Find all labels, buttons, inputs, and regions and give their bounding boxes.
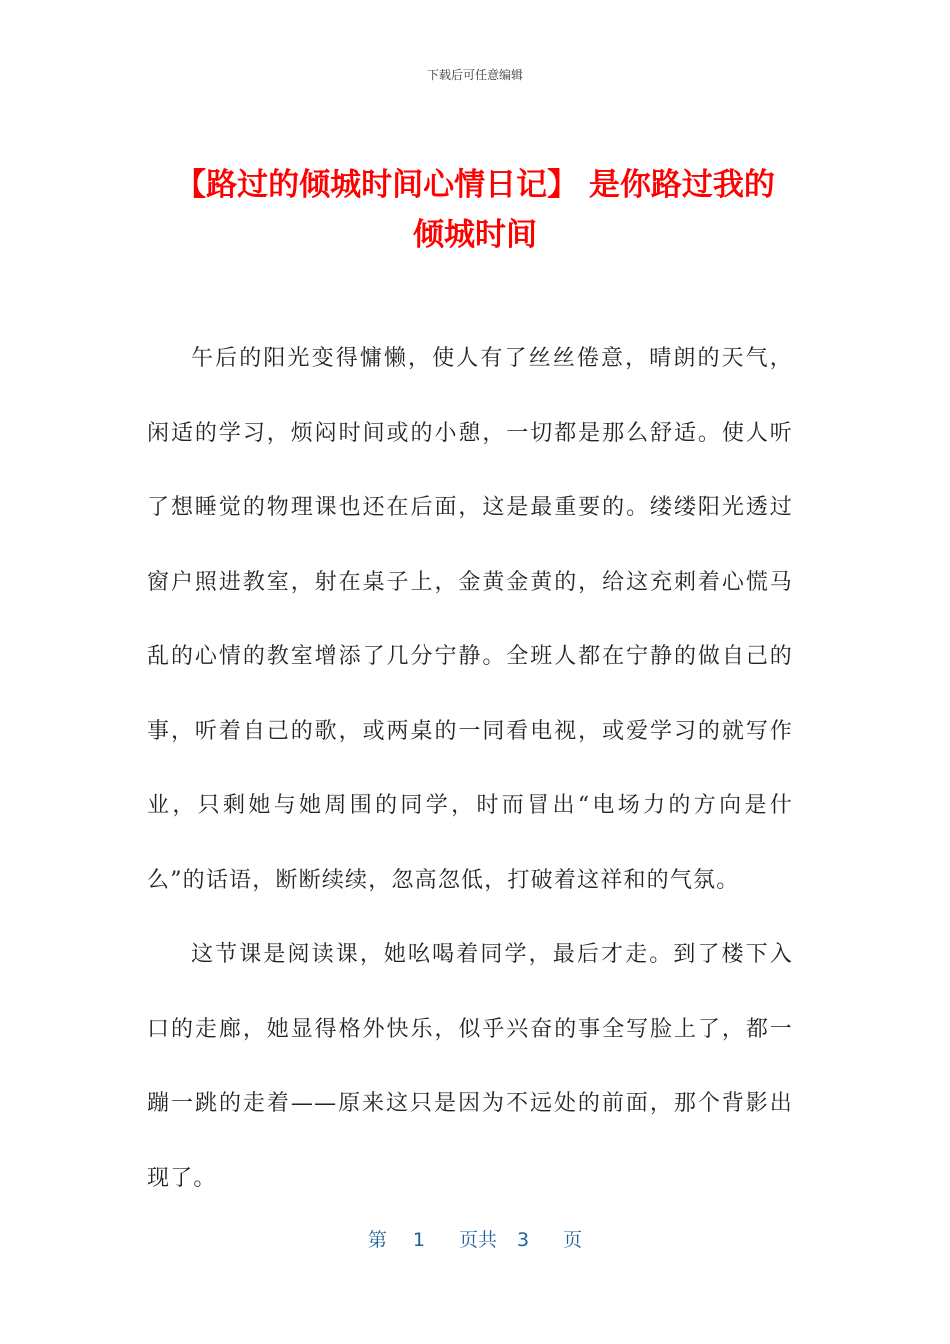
total-pages-number: 3: [517, 1229, 530, 1251]
paragraph-1: 午后的阳光变得慵懒，使人有了丝丝倦意，晴朗的天气，闲适的学习，烦闷时间或的小憩，一切都是那么舒适。使人听了想睡觉的物理课也还在后面，这是最重要的。缕缕阳光透过窗户照进教室，射在桌子上，金黄金黄的，给这充刺着心慌马乱的心情的教室增添了几分宁静。全班人都在宁静的做自己的事，听着自己的歌，或两桌的一同看电视，或爱学习的就写作业，只剩她与她周围的同学，时而冒出“电场力的方向是什么”的话语，断断续续，忽高忽低，打破着这祥和的气氛。: [147, 346, 793, 893]
paragraph-2: 这节课是阅读课，她吆喝着同学，最后才走。到了楼下入口的走廊，她显得格外快乐，似乎兴奋的事全写脸上了，都一蹦一跳的走着——原来这只是因为不远处的前面，那个背影出现了。: [147, 942, 793, 1191]
title-line-1: 【路过的倾城时间心情日记】 是你路过我的: [175, 166, 775, 203]
current-page-number: 1: [412, 1229, 425, 1251]
page-footer: [0, 1225, 950, 1252]
document-body: [147, 322, 793, 1216]
document-title: [120, 160, 830, 260]
title-line-2: 倾城时间: [413, 216, 537, 253]
page-mid-label: 页共: [458, 1229, 497, 1251]
page-suffix: 页: [563, 1229, 583, 1251]
header-note: 下载后可任意编辑: [426, 68, 523, 82]
page-prefix: 第: [367, 1229, 387, 1251]
